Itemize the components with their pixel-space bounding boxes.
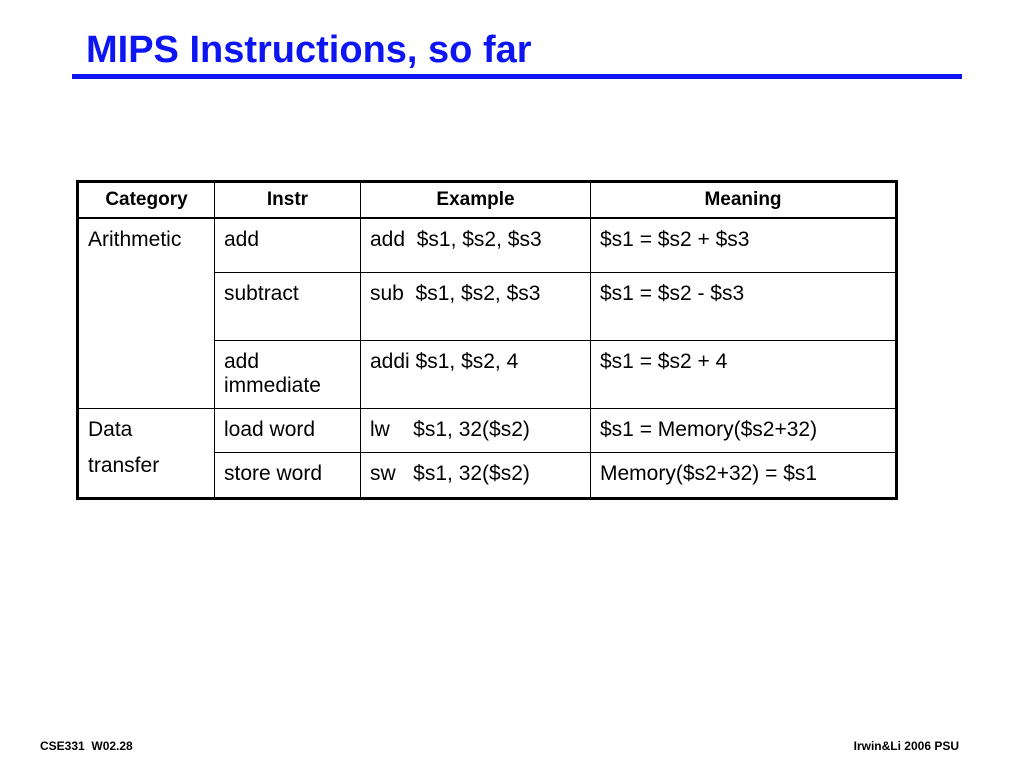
footer-course-label: CSE331 W02.28 <box>40 739 133 753</box>
category-arithmetic: Arithmetic <box>78 218 215 408</box>
instr-cell: store word <box>215 452 361 498</box>
example-cell: addi $s1, $s2, 4 <box>361 340 591 408</box>
table-row <box>78 218 897 272</box>
instr-cell: subtract <box>215 272 361 340</box>
example-cell: lw $s1, 32($s2) <box>361 408 591 452</box>
instr-cell <box>215 340 361 408</box>
header-instr: Instr <box>215 182 361 219</box>
meaning-cell: $s1 = $s2 - $s3 <box>591 272 897 340</box>
table-header-row <box>78 182 897 219</box>
instr-cell: load word <box>215 408 361 452</box>
instr-line: immediate <box>224 373 321 397</box>
meaning-cell: Memory($s2+32) = $s1 <box>591 452 897 498</box>
meaning-cell: $s1 = Memory($s2+32) <box>591 408 897 452</box>
header-example: Example <box>361 182 591 219</box>
meaning-cell: $s1 = $s2 + $s3 <box>591 218 897 272</box>
footer-credit: Irwin&Li 2006 PSU <box>853 739 959 753</box>
instr-cell: add <box>215 218 361 272</box>
category-line: Data <box>88 417 133 441</box>
category-line: transfer <box>88 453 160 477</box>
example-cell: sub $s1, $s2, $s3 <box>361 272 591 340</box>
instr-line: add <box>224 349 260 373</box>
example-cell: add $s1, $s2, $s3 <box>361 218 591 272</box>
instructions-table <box>76 180 898 500</box>
title-underline <box>72 74 962 79</box>
header-category: Category <box>78 182 215 219</box>
slide-title: MIPS Instructions, so far <box>86 29 532 71</box>
header-meaning: Meaning <box>591 182 897 219</box>
category-data-transfer <box>78 408 215 498</box>
table-row <box>78 408 897 452</box>
example-cell: sw $s1, 32($s2) <box>361 452 591 498</box>
meaning-cell: $s1 = $s2 + 4 <box>591 340 897 408</box>
